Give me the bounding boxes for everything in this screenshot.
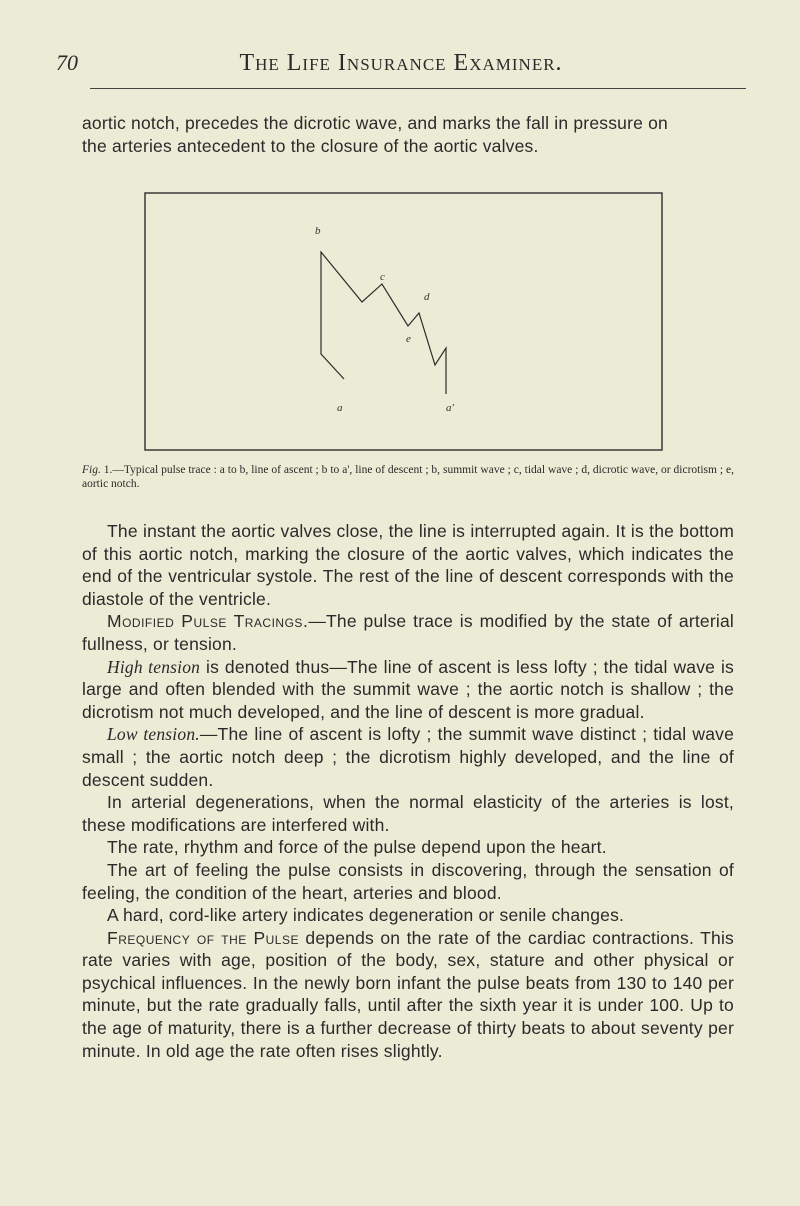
header-rule — [90, 88, 746, 89]
opening-line-2: the arteries antecedent to the closure of the aortic valves. — [82, 135, 539, 156]
paragraph-hard-artery: A hard, cord-like artery indicates degeneration or senile changes. — [107, 905, 625, 926]
label-b: b — [315, 225, 321, 237]
heading-high-tension: High tension — [107, 656, 201, 677]
paragraph-modified-tracings — [82, 610, 734, 655]
paragraph-high-tension — [82, 656, 734, 724]
pulse-trace-figure — [144, 192, 664, 452]
paragraph-low-tension — [82, 723, 734, 791]
text-low-tension: —The line of ascent is lofty ; the summit wave distinct ; tidal wave small ; the aortic notch deep ; the dicrotism highly developed, and the line of descent sudden. — [82, 724, 735, 790]
opening-line-1: aortic notch, precedes the dicrotic wave, and marks the fall in pressure on — [82, 113, 668, 133]
text-frequency: depends on the rate of the cardiac contractions. This rate varies with age, position of the body, sex, stature and other physical or psychical influences. In the newly born infant the pulse beats from 130 to 140 per minute, but the rate gradually falls, until after the sixth year it is under 100. Up to the age of maturity, there is a further decrease of thirty beats to about seventy per minute. In old age the rate often rises slightly. — [82, 927, 734, 1061]
text-high-tension: is denoted thus—The line of ascent is less lofty ; the tidal wave is large and often blended with the summit wave ; the aortic notch is shallow ; the dicrotism not much developed, and the line of descent is more gradual. — [82, 656, 735, 722]
label-c: c — [380, 271, 385, 283]
running-head — [56, 50, 746, 84]
main-text — [82, 520, 734, 1062]
figure-caption — [82, 463, 734, 491]
label-e: e — [406, 333, 411, 345]
heading-low-tension: Low tension. — [107, 724, 200, 745]
text-modified-tracings: —The pulse trace is modified by the state of arterial fullness, or tension. — [82, 611, 735, 654]
paragraph-rate-rhythm: The rate, rhythm and force of the pulse depend upon the heart. — [107, 837, 607, 858]
caption-text: 1.—Typical pulse trace : a to b, line of ascent ; b to a', line of descent ; b, summit wave ; c, tidal wave ; d, dicrotic wave, or dicrotism ; e, aortic notch. — [82, 464, 734, 490]
paragraph-aortic-valves: The instant the aortic valves close, the line is interrupted again. It is the bottom of this aortic notch, marking the closure of the aortic valves, which indicates the end of the ventricular systole. The rest of the line of descent corresponds with the diastole of the ventricle. — [82, 521, 734, 609]
paragraph-feeling-pulse: The art of feeling the pulse consists in discovering, through the sensation of feeling, the condition of the heart, arteries and blood. — [82, 859, 734, 903]
opening-paragraph — [82, 112, 734, 157]
figure-frame — [145, 193, 662, 450]
page-number: 70 — [56, 50, 78, 75]
running-title: The Life Insurance Examiner. — [239, 50, 563, 76]
paragraph-degenerations: In arterial degenerations, when the normal elasticity of the arteries is lost, these modifications are interfered with. — [82, 792, 734, 835]
label-a-prime: a' — [446, 402, 454, 414]
label-d: d — [424, 291, 430, 303]
heading-modified-tracings: Modified Pulse Tracings. — [107, 611, 309, 632]
pulse-trace-diagram — [144, 192, 664, 452]
label-a: a — [337, 402, 343, 414]
caption-fig-label: Fig. — [82, 464, 101, 476]
heading-frequency: Frequency of the Pulse — [107, 927, 299, 948]
paragraph-frequency — [82, 927, 734, 1063]
